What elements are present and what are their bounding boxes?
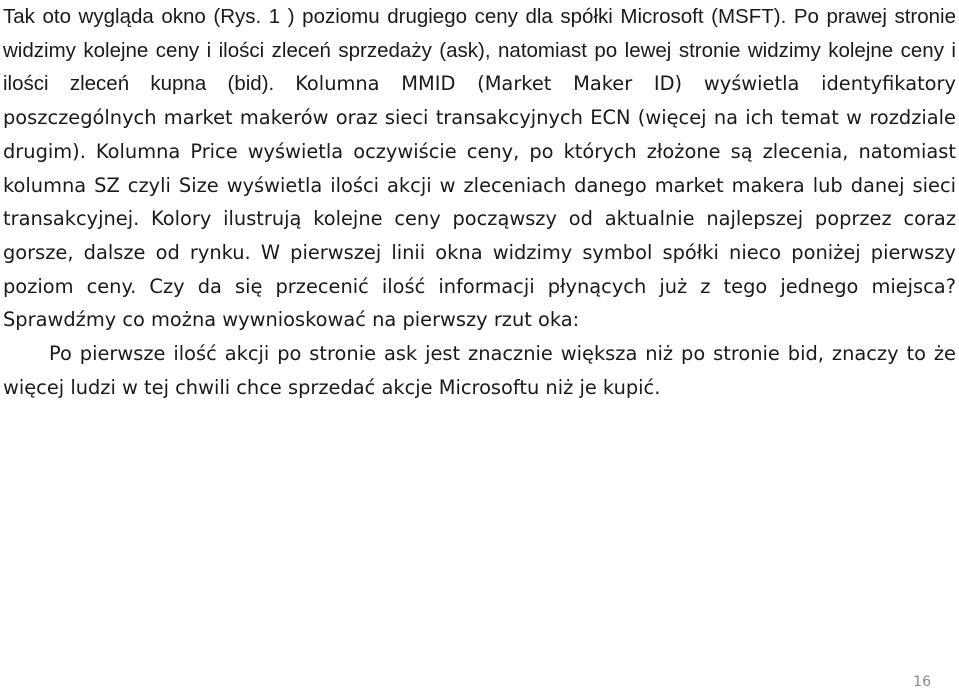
page-number: 16: [913, 674, 931, 690]
paragraph-1: [3, 0, 956, 337]
body-text: [3, 0, 956, 404]
paragraph-1-arial-text: Tak oto wygląda okno (Rys. 1 ) poziomu drugiego ceny dla spółki Microsoft (MSFT). Po prawej stronie widzimy kolejne ceny i ilości zleceń sprzedaży (ask), natomiast po lewej stronie widzimy kolejne ceny i ilości zleceń kupna (bid).: [3, 5, 956, 96]
paragraph-1-calibri-text: Kolumna MMID (Market Maker ID) wyświetla identyfikatory poszczególnych market makerów oraz sieci transakcyjnych ECN (więcej na ich temat w rozdziale drugim). Kolumna Price wyświetla oczywiście ceny, po których złożone są zlecenia, natomiast kolumna SZ czyli Size wyświetla ilości akcji w zleceniach danego market makera lub danej sieci transakcyjnej. Kolory ilustrują kolejne ceny począwszy od aktualnie najlepszej poprzez coraz gorsze, dalsze od rynku. W pierwszej linii okna widzimy symbol spółki nieco poniżej pierwszy poziom ceny. Czy da się przecenić ilość informacji płynących już z tego jednego miejsca? Sprawdźmy co można wywnioskować na pierwszy rzut oka:: [3, 72, 956, 332]
paragraph-2: [3, 337, 956, 404]
paragraph-2-text: Po pierwsze ilość akcji po stronie ask jest znacznie większa niż po stronie bid, znaczy to że więcej ludzi w tej chwili chce sprzedać akcje Microsoftu niż je kupić.: [3, 342, 956, 399]
